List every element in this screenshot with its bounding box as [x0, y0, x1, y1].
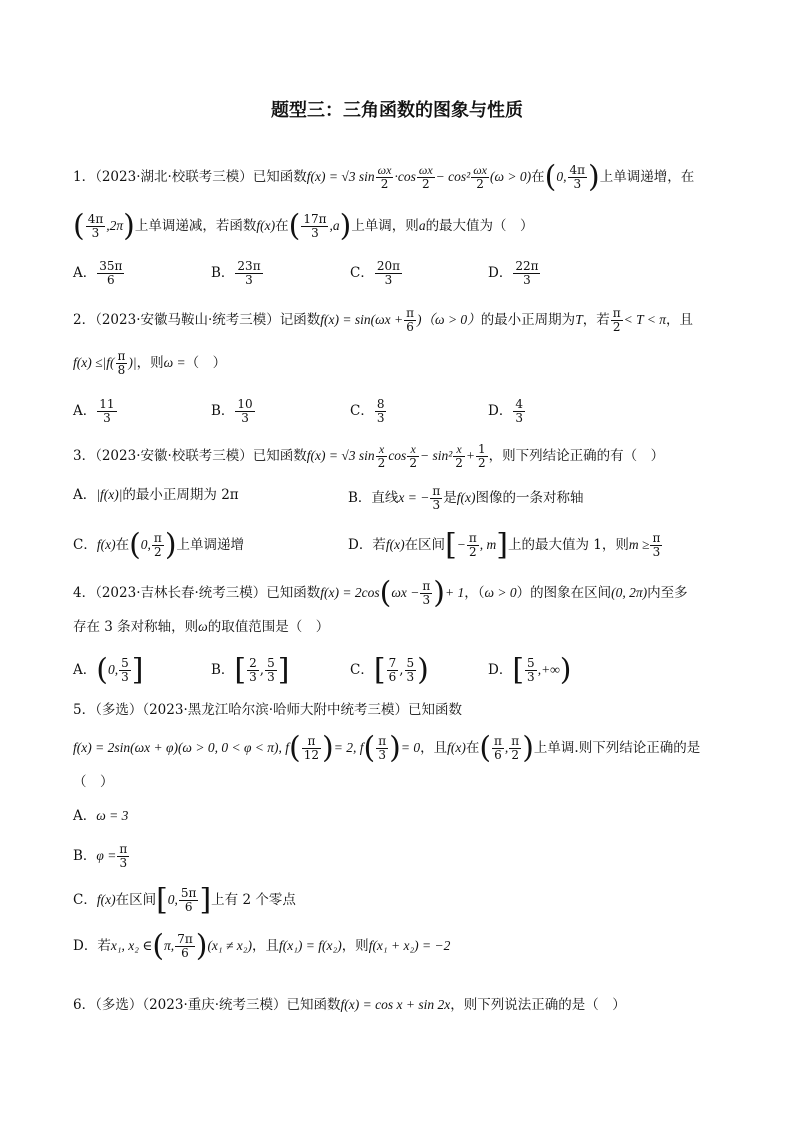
- q1-option-d[interactable]: D． $\frac{22\pi}{3}$: [488, 259, 539, 287]
- question-2-line-2: f(x) ≤|f( $\frac{\pi}{8}$ )|，则ω =（ ）: [73, 349, 227, 377]
- q4-option-a[interactable]: A．(0, $\frac{5}{3}$ ]: [73, 652, 144, 688]
- text: 在: [275, 218, 289, 234]
- text: 在: [531, 169, 545, 185]
- question-6-line-1: 6．（多选）（2023·重庆·统考三模）已知函数f(x) = cos x + sin 2x，则下列说法正确的是（ ）: [73, 997, 626, 1013]
- page-title: 题型三：三角函数的图象与性质: [271, 100, 523, 121]
- math-expression: ·cos: [394, 169, 416, 184]
- math-variable: a: [418, 218, 426, 233]
- question-5-stem: 5．（多选）（2023·黑龙江哈尔滨·哈师大附中统考三模）已知函数: [73, 702, 463, 718]
- interval-start: 0,: [556, 169, 567, 184]
- question-1-line-2: ( $\frac{4\pi}{3}$ ,2π)上单调递减，若函数f(x)在( $\frac{17\pi}{3}$ ,a)上单调，则a的最大值为（ ）: [73, 208, 534, 244]
- question-2-stem: 2．（2023·安徽马鞍山·统考三模）记函数: [73, 312, 321, 328]
- fraction: $\frac{\omega x}{2}$: [377, 163, 392, 191]
- q2-option-a[interactable]: A． $\frac{11}{3}$: [73, 397, 115, 425]
- fraction: $\frac{17\pi}{3}$: [303, 212, 327, 240]
- question-4-line-2: 存在 3 条对称轴，则ω的取值范围是（ ）: [73, 619, 330, 635]
- math-condition: (ω > 0): [490, 169, 532, 184]
- q5-option-a[interactable]: A．ω = 3: [73, 808, 129, 824]
- q4-option-b[interactable]: B．[ $\frac{2}{3}$ , $\frac{5}{3}$ ]: [211, 652, 290, 688]
- q1-option-b[interactable]: B． $\frac{23\pi}{3}$: [211, 259, 261, 287]
- text: 上单调递增，在: [599, 169, 695, 185]
- question-5-line-3: （ ）: [73, 774, 114, 790]
- q5-option-b[interactable]: B．φ = $\frac{\pi}{3}$: [73, 842, 128, 870]
- question-5-line-1: [73, 700, 462, 720]
- fraction: $\frac{\omega x}{2}$: [473, 163, 488, 191]
- question-5-line-2: f(x) = 2sin(ωx + φ)(ω > 0, 0 < φ < π), f( $\frac{\pi}{12}$ )= 2, f( $\frac{\pi}{3}$ )= 0，且f(x)在( $\frac{\pi}{6}$ , $\frac{\pi}{2}$ )上单调.则下列结论正确的是: [73, 730, 701, 766]
- interval-end: ,a: [329, 218, 340, 233]
- question-2-line-1: 2．（2023·安徽马鞍山·统考三模）记函数f(x) = sin(ωx + $\frac{\pi}{6}$ )（ω > 0）的最小正周期为T，若 $\frac{\pi}{2}$ < T < π，且: [73, 306, 693, 334]
- q2-option-b[interactable]: B． $\frac{10}{3}$: [211, 397, 253, 425]
- question-6-stem: 6．（多选）（2023·重庆·统考三模）已知函数: [73, 997, 341, 1013]
- q3-option-d[interactable]: D．若f(x)在区间[− $\frac{\pi}{2}$ , m]上的最大值为 1，则m ≥ $\frac{\pi}{3}$: [348, 527, 661, 563]
- text: 上单调，则: [351, 218, 419, 234]
- question-4-line-1: 4．（2023·吉林长春·统考三模）已知函数f(x) = 2cos(ωx − $\frac{\pi}{3}$ )+ 1，（ω > 0）的图象在区间(0, 2π)内至多: [73, 575, 688, 611]
- interval-end: ,2π: [106, 218, 124, 233]
- q3-option-c[interactable]: C．f(x)在(0, $\frac{\pi}{2}$ )上单调递增: [73, 527, 245, 563]
- question-1-stem: 1．（2023·湖北·校联考三模）已知函数: [73, 169, 307, 185]
- q5-option-c[interactable]: C．f(x)在区间[0, $\frac{5\pi}{6}$ ]上有 2 个零点: [73, 882, 296, 918]
- question-1-line-1: 1．（2023·湖北·校联考三模）已知函数f(x) = √3 sin $\frac{\omega x}{2}$ ·cos $\frac{\omega x}{2}$ − cos² $\frac{\omega x}{2}$ (ω > 0)在(0, $\frac{4\pi}{3}$ )上单调递增，在: [73, 159, 695, 195]
- text: 的最大值为（ ）: [425, 218, 534, 234]
- q2-option-d[interactable]: D． $\frac{4}{3}$: [488, 397, 523, 425]
- q2-option-c[interactable]: C． $\frac{8}{3}$: [350, 397, 385, 425]
- math-expression: f(x): [256, 218, 276, 233]
- q4-option-c[interactable]: C．[ $\frac{7}{6}$ , $\frac{5}{3}$ ): [350, 652, 429, 688]
- fraction: $\frac{4\pi}{3}$: [87, 212, 104, 240]
- q5-option-d[interactable]: D．若x₁, x₂ ∈(π, $\frac{7\pi}{6}$ )(x₁ ≠ x₂)，且f(x₁) = f(x₂)，则f(x₁ + x₂) = −2: [73, 928, 451, 964]
- math-expression: − cos²: [435, 169, 471, 184]
- q1-option-a[interactable]: A． $\frac{35\pi}{6}$: [73, 259, 123, 287]
- question-4-stem: 4．（2023·吉林长春·统考三模）已知函数: [73, 585, 321, 601]
- question-3-line-1: 3．（2023·安徽·校联考三模）已知函数f(x) = √3 sin $\frac{x}{2}$ cos $\frac{x}{2}$ − sin² $\frac{x}{2}$ + $\frac{1}{2}$ ，则下列结论正确的有（ ）: [73, 442, 665, 470]
- question-3-stem: 3．（2023·安徽·校联考三模）已知函数: [73, 448, 307, 464]
- q4-option-d[interactable]: D．[ $\frac{5}{3}$ ,+∞): [488, 652, 572, 688]
- q3-option-a[interactable]: A．|f(x)|的最小正周期为 2π: [73, 487, 239, 503]
- q1-option-c[interactable]: C． $\frac{20\pi}{3}$: [350, 259, 400, 287]
- math-expression: f(x) = √3 sin: [306, 169, 375, 184]
- fraction: $\frac{\omega x}{2}$: [418, 163, 433, 191]
- q3-option-b[interactable]: B．直线x = − $\frac{\pi}{3}$ 是f(x)图像的一条对称轴: [348, 484, 584, 512]
- fraction: $\frac{4\pi}{3}$: [569, 163, 586, 191]
- text: 上单调递减，若函数: [134, 218, 257, 234]
